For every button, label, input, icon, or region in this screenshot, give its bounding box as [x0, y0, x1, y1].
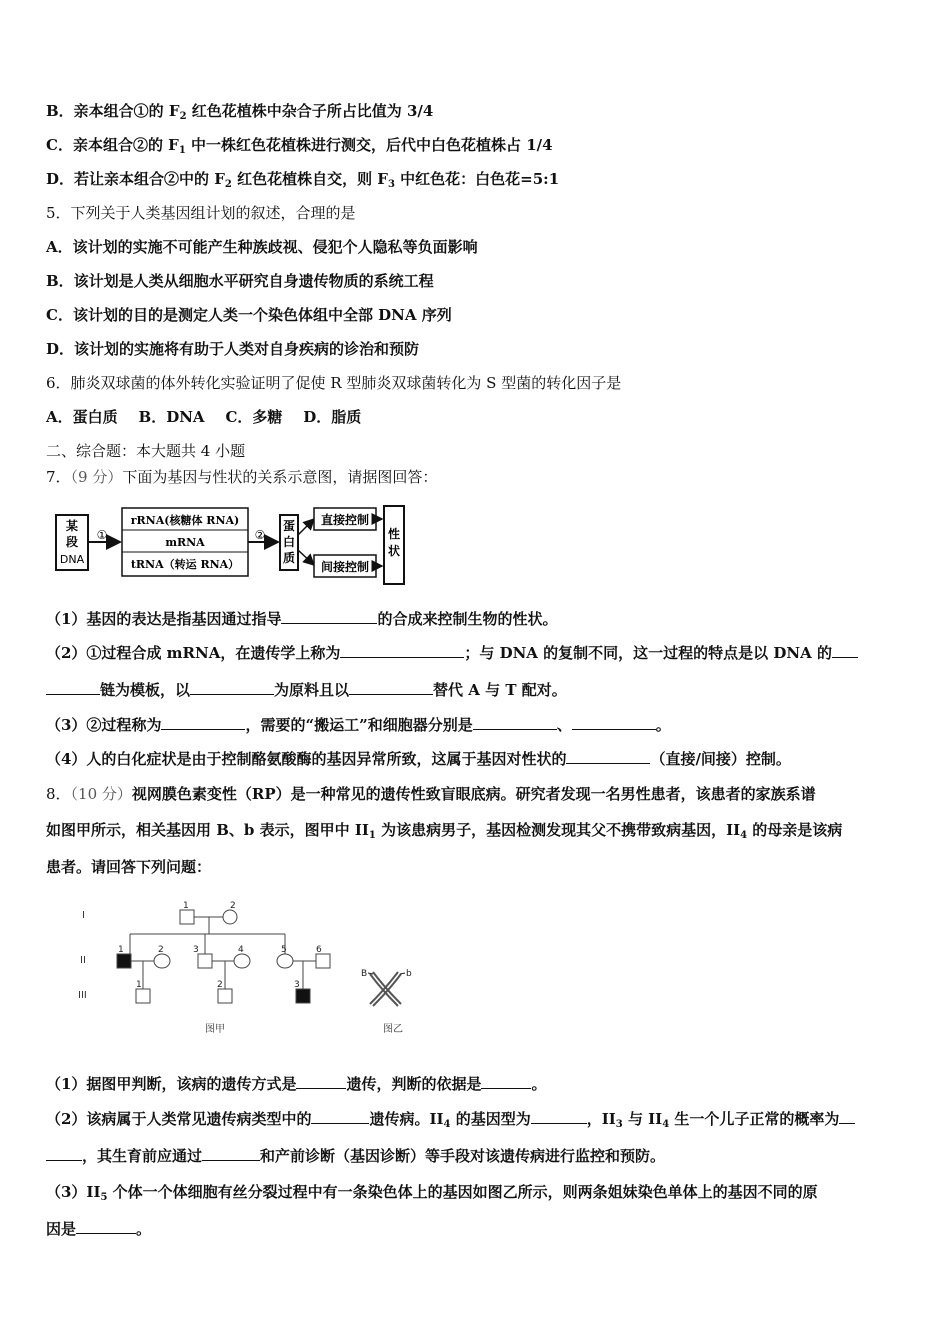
step-2-label: ②	[254, 528, 266, 542]
gene-trait-diagram	[48, 500, 408, 590]
caption-figure-a: 图甲	[205, 1024, 225, 1035]
svg-text:5: 5	[281, 945, 287, 955]
pedigree-figure	[70, 896, 430, 1042]
answer-blank[interactable]	[190, 680, 274, 695]
q8-part-1: （1）据图甲判断，该病的遗传方式是 遗传，判断的依据是 。	[46, 1075, 547, 1093]
answer-blank[interactable]	[296, 1074, 346, 1089]
dna-label-1: 某	[65, 519, 79, 533]
answer-blank[interactable]	[349, 680, 433, 695]
q8-part-2: （2）该病属于人类常见遗传病类型中的 遗传病。$II_4$ 的基因型为 ，$II_3$ 与 $II_4$ 生一个儿子正常的概率为	[46, 1109, 855, 1129]
answer-blank[interactable]	[202, 1146, 260, 1161]
generation-i-label: I	[82, 910, 85, 921]
q8-part-3-cont: 因是 。	[46, 1220, 152, 1238]
dna-label-2: 段	[65, 535, 79, 549]
q5-stem: 5．下列关于人类基因组计划的叙述，合理的是	[46, 204, 356, 222]
svg-text:6: 6	[316, 945, 322, 955]
svg-text:3: 3	[193, 945, 199, 955]
q4-option-b: B．亲本组合①的 $F_2$ 红色花植株中杂合子所占比值为 3/4	[46, 102, 434, 122]
pedigree-ii2-female	[154, 954, 170, 968]
pedigree-ii3-male	[198, 954, 212, 968]
q5-option-a: A．该计划的实施不可能产生种族歧视、侵犯个人隐私等负面影响	[46, 238, 478, 256]
q8-stem-1: 8．（10 分）视网膜色素变性（RP）是一种常见的遗传性致盲眼底病。研究者发现一名男性患者，该患者的家族系谱	[46, 785, 816, 803]
svg-text:2: 2	[217, 980, 223, 990]
pedigree-i2-female	[223, 910, 237, 924]
answer-blank[interactable]	[572, 715, 656, 730]
step-1-label: ①	[96, 528, 108, 542]
svg-text:1: 1	[118, 945, 124, 955]
answer-blank[interactable]	[311, 1109, 369, 1124]
generation-iii-label: III	[78, 990, 87, 1001]
trna-label: tRNA（转运 RNA）	[130, 558, 240, 571]
q6-options: A．蛋白质 B．DNA C．多糖 D．脂质	[46, 408, 362, 426]
dna-label-3: DNA	[59, 553, 85, 566]
q7-stem: 7．（9 分）下面为基因与性状的关系示意图，请据图回答：	[46, 468, 438, 486]
q7-part-1: （1）基因的表达是指基因通过指导 的合成来控制生物的性状。	[46, 610, 558, 628]
q5-option-c: C．该计划的目的是测定人类一个染色体组中全部 DNA 序列	[46, 306, 452, 324]
pedigree-i1-male	[180, 910, 194, 924]
q5-option-d: D．该计划的实施将有助于人类对自身疾病的诊治和预防	[46, 340, 420, 358]
q7-part-2: （2）①过程合成 mRNA，在遗传学上称为 ；与 DNA 的复制不同，这一过程的特点是以 DNA 的	[46, 643, 858, 663]
answer-blank[interactable]	[481, 1074, 531, 1089]
chromosome-figure	[370, 972, 401, 1006]
pedigree-ii1-affected-male	[117, 954, 131, 968]
answer-blank[interactable]	[473, 715, 557, 730]
allele-b-lower: b	[406, 969, 412, 979]
q6-stem: 6．肺炎双球菌的体外转化实验证明了促使 R 型肺炎双球菌转化为 S 型菌的转化因子是	[46, 374, 622, 392]
q8-part-3: $(3)II_5$ 个体一个体细胞有丝分裂过程中有一条染色体上的基因如图乙所示，则两条姐妹染色单体上的基因不同的原	[46, 1183, 818, 1203]
pedigree-iii3-affected-male	[296, 989, 310, 1003]
svg-text:2: 2	[158, 945, 164, 955]
answer-blank[interactable]	[46, 1146, 82, 1161]
svg-text:1: 1	[183, 901, 189, 911]
q8-part-2-cont: ，其生育前应通过 和产前诊断（基因诊断）等手段对该遗传病进行监控和预防。	[46, 1146, 665, 1166]
pedigree-iii2-male	[218, 989, 232, 1003]
pedigree-ii4-female	[234, 954, 250, 968]
svg-text:2: 2	[230, 901, 236, 911]
answer-blank[interactable]	[76, 1219, 136, 1234]
trait-label-2: 状	[387, 544, 401, 558]
q8-stem-2: 如图甲所示，相关基因用 B、b 表示，图甲中 $II_1$ 为该患病男子，基因检测发现其父不携带致病基因，$II_4$ 的母亲是该病	[46, 821, 843, 841]
q4-option-d: D．若让亲本组合②中的 $F_2$ 红色花植株自交，则 $F_3$ 中红色花：白色花=5:1	[46, 170, 560, 190]
q5-option-b: B．该计划是人类从细胞水平研究自身遗传物质的系统工程	[46, 272, 434, 290]
svg-text:1: 1	[136, 980, 142, 990]
answer-blank[interactable]	[531, 1109, 587, 1124]
svg-text:4: 4	[238, 945, 244, 955]
answer-blank[interactable]	[281, 609, 377, 624]
answer-blank[interactable]	[161, 715, 245, 730]
answer-blank[interactable]	[832, 643, 858, 658]
answer-blank[interactable]	[46, 680, 100, 695]
generation-ii-label: II	[80, 955, 86, 966]
pedigree-ii5-female	[277, 954, 293, 968]
q7-part-2-cont: 链为模板，以 为原料且以 替代 A 与 T 配对。	[46, 680, 567, 700]
answer-blank[interactable]	[839, 1109, 855, 1124]
q7-part-4: （4）人的白化症状是由于控制酪氨酸酶的基因异常所致，这属于基因对性状的 （直接/间接）控制。	[46, 750, 791, 768]
rrna-label: rRNA(核糖体 RNA)	[130, 514, 240, 527]
direct-control-label: 直接控制	[320, 513, 370, 527]
pedigree-iii1-male	[136, 989, 150, 1003]
protein-label-2: 白	[282, 535, 296, 549]
caption-figure-b: 图乙	[383, 1024, 403, 1035]
q4-option-c: C．亲本组合②的 $F_1$ 中一株红色花植株进行测交，后代中白色花植株占 1/4	[46, 136, 553, 156]
answer-blank[interactable]	[340, 643, 464, 658]
trait-label-1: 性	[387, 527, 401, 541]
allele-b-upper: B	[361, 969, 368, 979]
protein-label-3: 质	[282, 551, 296, 565]
answer-blank[interactable]	[566, 749, 650, 764]
protein-label-1: 蛋	[282, 519, 296, 533]
pedigree-ii6-male	[316, 954, 330, 968]
section-heading: 二、综合题：本大题共 4 小题	[46, 442, 246, 460]
mrna-label: mRNA	[165, 536, 205, 549]
q8-stem-3: 患者。请回答下列问题：	[46, 858, 212, 876]
indirect-control-label: 间接控制	[320, 560, 370, 574]
q7-part-3: （3）②过程称为 ，需要的“搬运工”和细胞器分别是 、 。	[46, 716, 671, 734]
svg-text:3: 3	[294, 980, 300, 990]
